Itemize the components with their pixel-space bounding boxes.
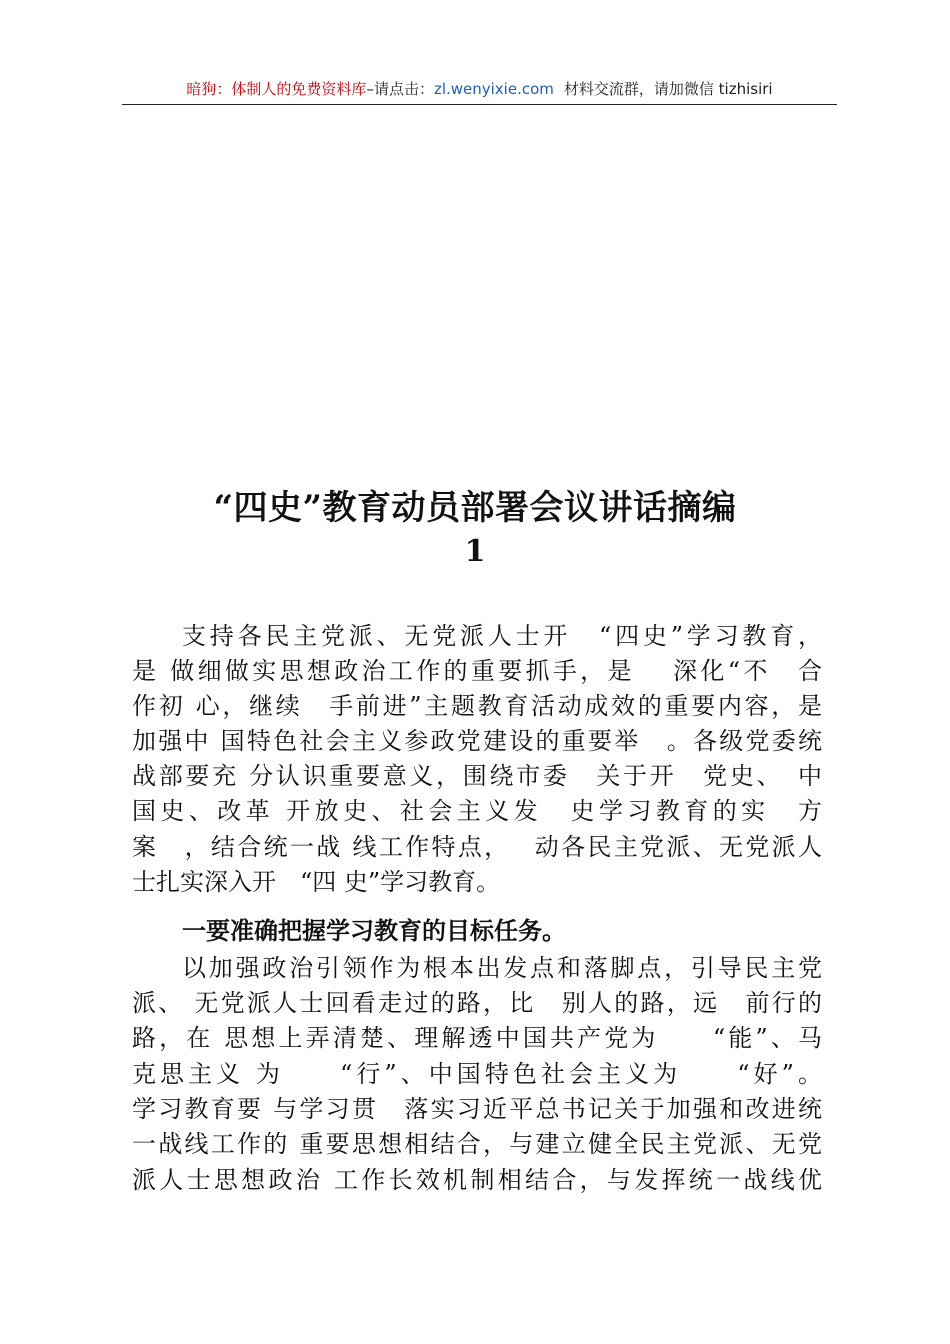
paragraph-line: 加强中 国特色社会主义参政党建设的重要举 。各级党委统 [132, 727, 822, 755]
header-prompt: –请点击： [366, 80, 434, 98]
paragraph-line: 学习教育要 与学习贯 落实习近平总书记关于加强和改进统 [132, 1095, 822, 1123]
paragraph-line: 支持各民主党派、无党派人士开 “四史”学习教育， [182, 622, 822, 650]
page-header [122, 74, 837, 105]
paragraph-line: 派人士思想政治 工作长效机制相结合，与发挥统一战线优 [132, 1166, 822, 1194]
section-heading: 一要准确把握学习教育的目标任务。 [182, 916, 566, 945]
paragraph-line: 派、 无党派人士回看走过的路，比 别人的路，远 前行的 [132, 989, 822, 1017]
paragraph-line: 作初 心，继续 手前进”主题教育活动成效的重要内容，是 [132, 692, 822, 720]
header-brand: 暗狗：体制人的免费资料库 [186, 80, 367, 98]
paragraph-line: 士扎实深入开 “四 史”学习教育。 [132, 868, 501, 896]
paragraph-line: 战部要充 分认识重要意义，围绕市委 关于开 党史、 中 [132, 762, 822, 790]
paragraph-line: 是 做细做实思想政治工作的重要抓手，是 深化“不 合 [132, 657, 822, 685]
paragraph-line: 路，在 思想上弄清楚、理解透中国共产党为 “能”、马 [132, 1024, 822, 1052]
header-wechat-group: 材料交流群，请加微信 tizhisiri [563, 80, 773, 98]
document-number: 1 [464, 534, 486, 569]
paragraph-line: 克思主义 为 “行”、中国特色社会主义为 “好”。 [132, 1060, 822, 1088]
document-title: “四史”教育动员部署会议讲话摘编 [213, 488, 737, 528]
paragraph-line: 案 ，结合统一战 线工作特点， 动各民主党派、无党派人 [132, 833, 822, 861]
paragraph-line: 国史、改革 开放史、社会主义发 史学习教育的实 方 [132, 797, 822, 825]
header-link[interactable]: zl.wenyixie.com [433, 80, 554, 98]
paragraph-line: 以加强政治引领作为根本出发点和落脚点，引导民主党 [182, 954, 822, 982]
paragraph-line: 一战线工作的 重要思想相结合，与建立健全民主党派、无党 [132, 1130, 822, 1158]
